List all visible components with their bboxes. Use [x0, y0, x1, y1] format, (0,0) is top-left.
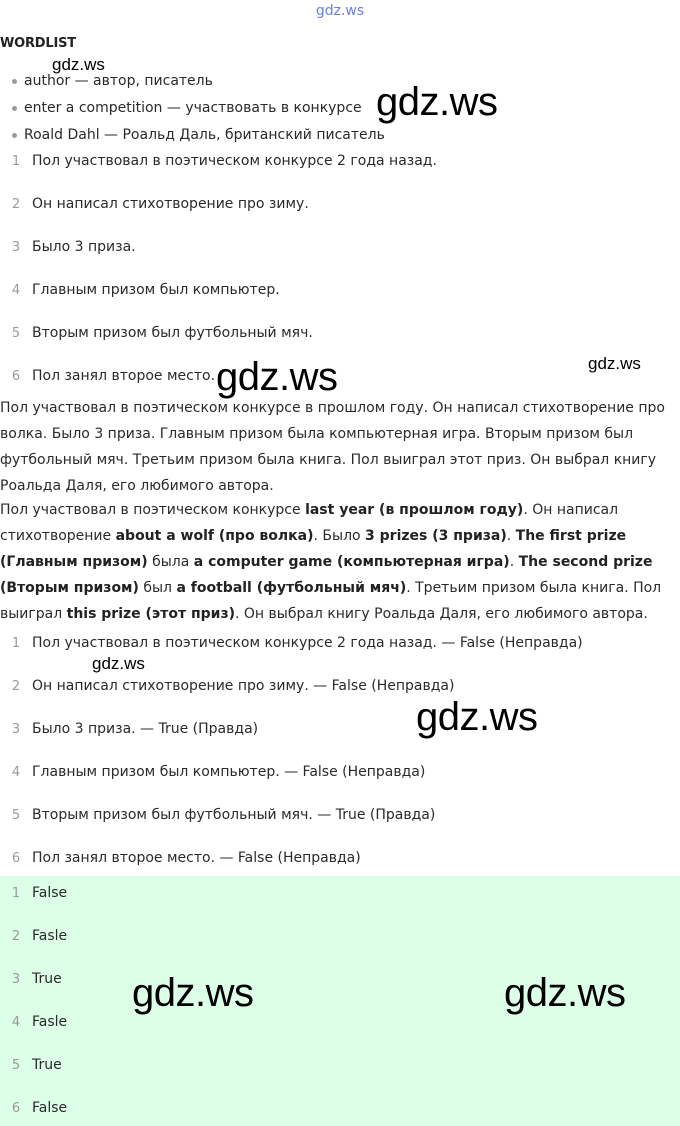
bullet-icon — [12, 79, 17, 84]
statement-row: 4 Главным призом был компьютер. — [11, 282, 280, 298]
watermark: gdz.ws — [376, 80, 498, 124]
statement-row: 6 Пол занял второе место. — [11, 368, 216, 384]
checked-statement-row: 5 Вторым призом был футбольный мяч. — True (Правда) — [11, 807, 436, 823]
checked-statement-row: 3 Было 3 приза. — True (Правда) — [11, 721, 259, 737]
wordlist-item: enter a competition — участвовать в конкурсе — [12, 100, 362, 116]
statement-row: 5 Вторым призом был футбольный мяч. — [11, 325, 313, 341]
checked-statement-row: 4 Главным призом был компьютер. — False (Неправда) — [11, 764, 426, 780]
statement-row: 1 Пол участвовал в поэтическом конкурсе 2 года назад. — [11, 153, 437, 169]
watermark: gdz.ws — [416, 695, 538, 739]
bullet-icon — [12, 133, 17, 138]
bullet-icon — [12, 106, 17, 111]
watermark: gdz.ws — [504, 971, 626, 1015]
site-link[interactable]: gdz.ws — [315, 3, 365, 19]
answer-row: 5 True — [11, 1057, 62, 1073]
watermark: gdz.ws — [588, 354, 641, 373]
answer-row: 6 False — [11, 1100, 68, 1116]
watermark: gdz.ws — [52, 55, 105, 74]
watermark: gdz.ws — [132, 971, 254, 1015]
checked-statement-row: 6 Пол занял второе место. — False (Неправда) — [11, 850, 361, 866]
answer-row: 1 False — [11, 885, 68, 901]
mixed-paragraph: Пол участвовал в поэтическом конкурсе last year (в прошлом году). Он написал стихотворение about a wolf (про волка). Было 3 prizes (3 приза). The first prize (Главным призом) была a computer game (компьютерная игра). The second prize (Вторым призом) был a football (футбольный мяч). Третьим призом была книга. Пол выиграл this prize (этот приз). Он выбрал книгу Роальда Даля, его любимого автора. — [0, 502, 662, 622]
checked-statement-row: 2 Он написал стихотворение про зиму. — False (Неправда) — [11, 678, 455, 694]
wordlist-item: Roald Dahl — Роальд Даль, британский писатель — [12, 127, 385, 143]
answer-row: 3 True — [11, 971, 62, 987]
statement-row: 2 Он написал стихотворение про зиму. — [11, 196, 309, 212]
statement-row: 3 Было 3 приза. — [11, 239, 136, 255]
checked-statement-row: 1 Пол участвовал в поэтическом конкурсе 2 года назад. — False (Неправда) — [11, 635, 583, 651]
watermark: gdz.ws — [92, 654, 145, 673]
wordlist-item: author — автор, писатель — [12, 73, 213, 89]
watermark: gdz.ws — [216, 355, 338, 399]
answer-row: 2 Fasle — [11, 928, 68, 944]
wordlist-heading: WORDLIST — [0, 36, 76, 51]
answer-row: 4 Fasle — [11, 1014, 68, 1030]
translation-paragraph: Пол участвовал в поэтическом конкурсе в прошлом году. Он написал стихотворение про волка. Было 3 приза. Главным призом была компьютерная игра. Вторым призом был футбольный мяч. Третьим призом была книга. Пол выиграл этот приз. Он выбрал книгу Роальда Даля, его любимого автора. — [0, 400, 665, 494]
